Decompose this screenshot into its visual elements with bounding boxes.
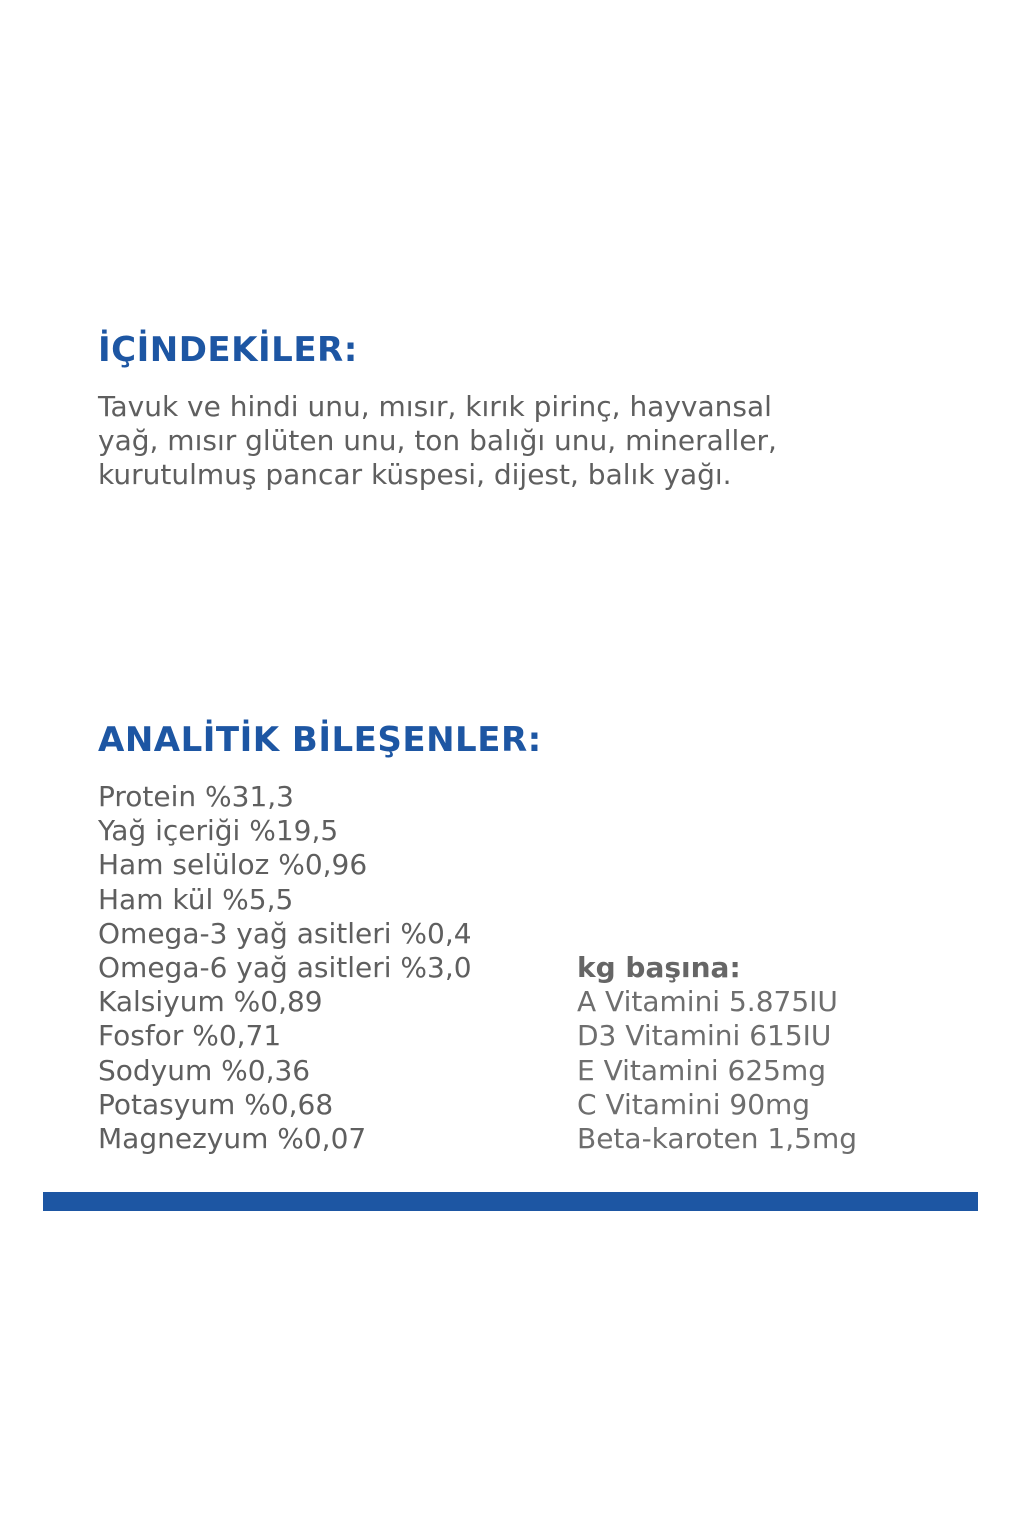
analytic-item-protein: Protein %31,3	[98, 780, 294, 813]
analytic-item-crude-fibre: Ham selüloz %0,96	[98, 848, 368, 882]
analytic-item-fat-content: Yağ içeriği %19,5	[98, 814, 339, 848]
ingredients-line: yağ, mısır glüten unu, ton balığı unu, mineraller,	[98, 424, 777, 457]
blue-divider-bar	[43, 1192, 978, 1211]
vitamin-item-c: C Vitamini 90mg	[577, 1087, 811, 1121]
vitamins-heading: kg başına:	[577, 951, 741, 984]
ingredients-line: kurutulmuş pancar küspesi, dijest, balık yağı.	[98, 458, 732, 491]
analytic-item-omega-3: Omega-3 yağ asitleri %0,4	[98, 916, 472, 950]
ingredients-line: Tavuk ve hindi unu, mısır, kırık pirinç, hayvansal	[98, 390, 772, 423]
analytic-item-calcium: Kalsiyum %0,89	[98, 985, 323, 1019]
vitamin-item-d3: D3 Vitamini 615IU	[577, 1019, 832, 1053]
analytic-item-potassium: Potasyum %0,68	[98, 1087, 334, 1121]
ingredients-title: İÇİNDEKİLER:	[98, 330, 358, 370]
ingredients-text	[98, 390, 898, 492]
vitamin-item-a: A Vitamini 5.875IU	[577, 985, 838, 1019]
analytic-item-magnesium: Magnezyum %0,07	[98, 1122, 367, 1156]
vitamin-item-beta-carotene: Beta-karoten 1,5mg	[577, 1122, 858, 1156]
analytic-components-list	[98, 780, 472, 1156]
analytic-item-sodium: Sodyum %0,36	[98, 1053, 311, 1087]
analytic-item-crude-ash: Ham kül %5,5	[98, 882, 294, 916]
analytic-item-phosphorus: Fosfor %0,71	[98, 1019, 282, 1053]
analytic-item-omega-6: Omega-6 yağ asitleri %3,0	[98, 951, 472, 985]
vitamin-item-e: E Vitamini 625mg	[577, 1053, 827, 1087]
vitamins-list	[577, 985, 857, 1156]
analytic-components-title: ANALİTİK BİLEŞENLER:	[98, 720, 542, 760]
vitamins-per-kg	[577, 951, 857, 1156]
